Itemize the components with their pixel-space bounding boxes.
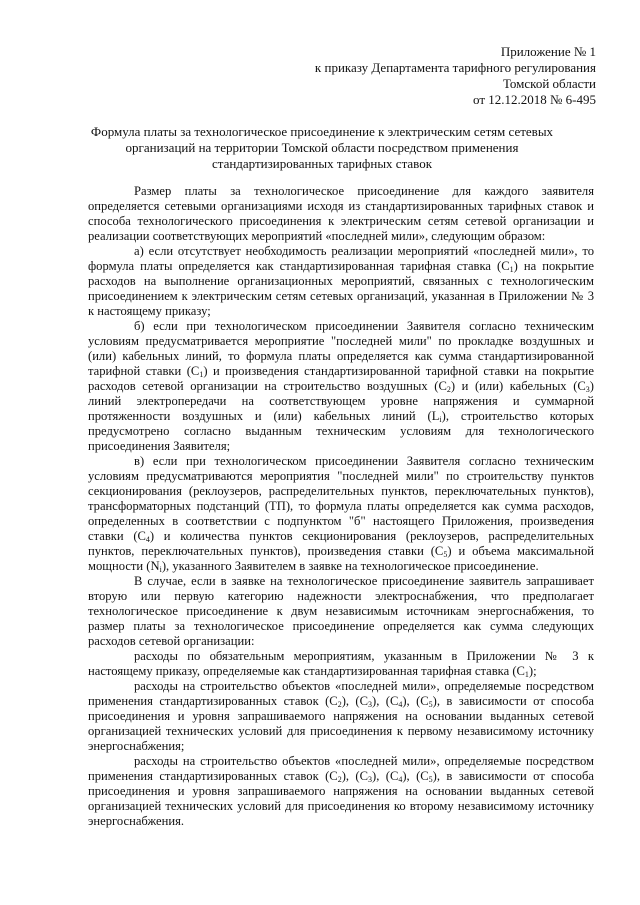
- document-header: [315, 44, 596, 108]
- document-title: [72, 124, 572, 172]
- title-line-2: организаций на территории Томской области посредством применения: [125, 140, 519, 155]
- order-date-number: от 12.12.2018 № 6-495: [473, 92, 596, 107]
- region-name: Томской области: [502, 76, 596, 91]
- paragraph-case-v: в) если при технологическом присоединении Заявителя согласно техническим условиям предусматриваются мероприятия "последней мили" по строительству пунктов секционирования (реклоузеров, распределительных пунктов, переключательных пунктов), трансформаторных подстанций (ТП), то формула платы определяется как сумма расходов, определенных в соответствии с подпунктом "б" настоящего Приложения, произведения ставки $(C_4)$ и количества пунктов секционирования (реклоузеров, распределительных пунктов, переключательных пунктов), произведения ставки $(C_5)$ и объема максимальной мощности $(N_i)$, указанного Заявителем в заявке на технологическое присоединение.: [88, 454, 595, 574]
- paragraph-second-source: расходы на строительство объектов «последней мили», определяемые посредством применения стандартизированных ставок $(C_2)$, $(C_3)$, $(C_4)$, $(C_5)$, в зависимости от способа присоединения и уровня запрашиваемого напряжения на основании выданных сетевой организацией технических условий для присоединения ко второму независимому источнику энергоснабжения.: [88, 754, 594, 828]
- paragraph-first-source: расходы на строительство объектов «последней мили», определяемые посредством применения стандартизированных ставок $(C_2)$, $(C_3)$, $(C_4)$, $(C_5)$, в зависимости от способа присоединения и уровня запрашиваемого напряжения на основании выданных сетевой организацией технических условий для присоединения к первому независимому источнику энергоснабжения;: [88, 679, 594, 753]
- paragraph-mandatory-costs: расходы по обязательным мероприятиям, указанным в Приложении № 3 к настоящему приказу, определяемые как стандартизированная тарифная ставка $(C_1)$;: [88, 649, 594, 679]
- order-reference: к приказу Департамента тарифного регулирования: [314, 60, 596, 75]
- paragraph-case-a: а) если отсутствует необходимость реализации мероприятий «последней мили», то формула платы определяется как стандартизированная тарифная ставка $(C_1)$ на покрытие расходов на выполнение организационных мероприятий, связанных с технологическим присоединением к электрическим сетям сетевых организаций, указанная в Приложении № 3 к настоящему приказу;: [88, 244, 594, 318]
- title-line-3: стандартизированных тарифных ставок: [211, 156, 433, 171]
- title-line-1: Формула платы за технологическое присоединение к электрическим сетям сетевых: [90, 124, 554, 139]
- paragraph-case-b: б) если при технологическом присоединении Заявителя согласно техническим условиям предусматривается мероприятие "последней мили" по прокладке воздушных и (или) кабельных линий, то формула платы определяется как сумма стандартизированной тарифной ставки $(C_1)$ и произведения стандартизированной тарифной ставки на покрытие расходов сетевой организации на строительство воздушных $(C_2)$ и (или) кабельных $(C_3)$ линий электропередачи на соответствующем уровне напряжения и суммарной протяженности воздушных и (или) кабельных линий $(L_i)$, строительство которых предусмотрено согласно выданным техническим условиям для технологического присоединения Заявителя;: [88, 319, 594, 453]
- paragraph-reliability: В случае, если в заявке на технологическое присоединение заявитель запрашивает вторую или первую категорию надежности электроснабжения, что предполагает технологическое присоединение к двум независимым источникам энергоснабжения, то размер платы за технологическое присоединение определяется как сумма следующих расходов сетевой организации:: [88, 574, 594, 648]
- paragraph-intro: Размер платы за технологическое присоединение для каждого заявителя определяется сетевыми организациями исходя из стандартизированных тарифных ставок и способа технологического присоединения к электрическим сетям сетевой организации и реализации соответствующих мероприятий «последней мили», следующим образом:: [88, 184, 594, 243]
- appendix-number: Приложение № 1: [500, 44, 596, 59]
- document-body: [88, 184, 594, 829]
